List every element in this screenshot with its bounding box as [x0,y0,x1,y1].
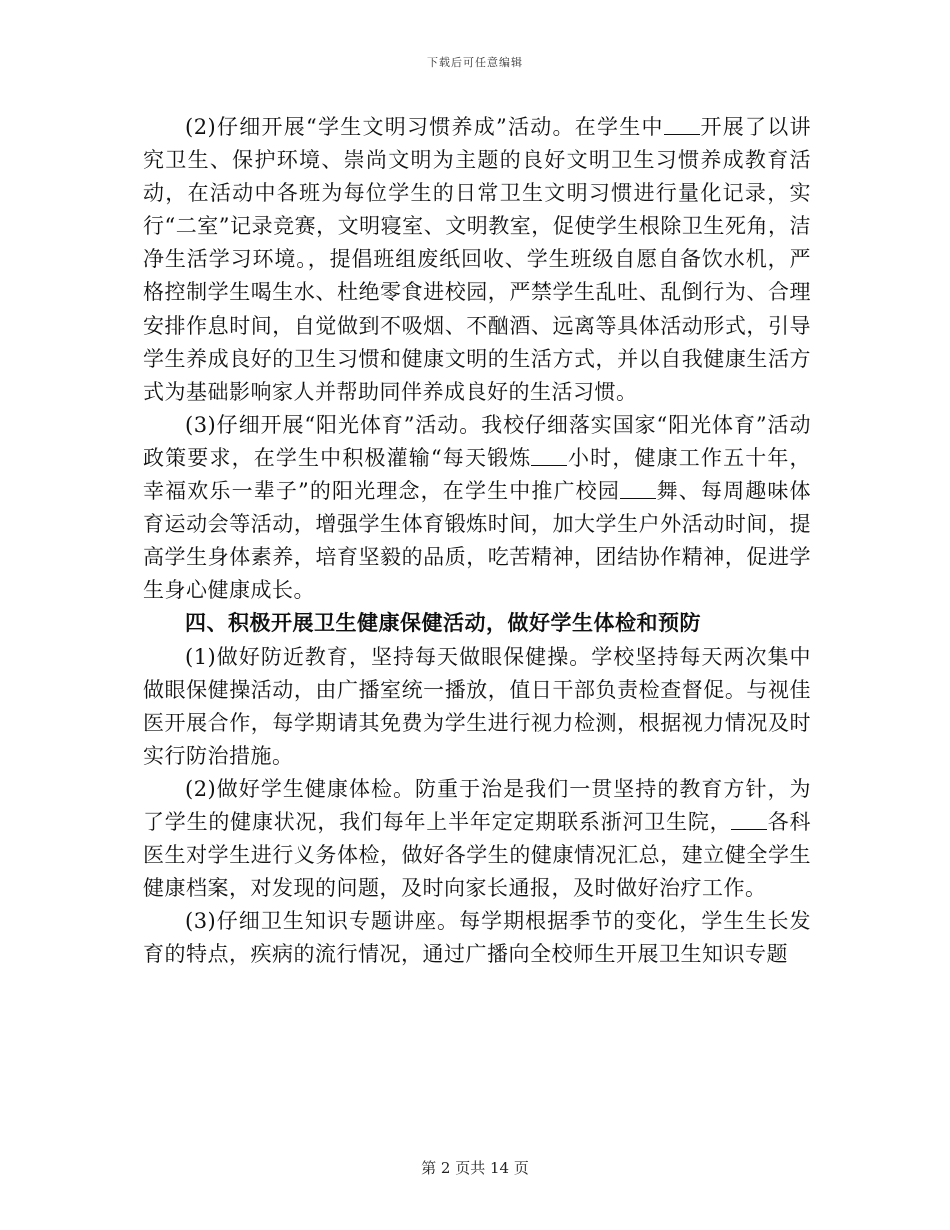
paragraph-text: 小时，健康工作五十年，幸福欢乐一辈子”的阳光理念，在学生中推广校园 [143,445,812,504]
paragraph-civilized-habits [143,111,811,409]
fill-blank [731,811,767,830]
paragraph-text: 各科医生对学生进行义务体检，做好各学生的健康情况汇总，建立健全学生健康档案，对发现的问题，及时向家长通报，及时做好治疗工作。 [143,809,812,901]
paragraph-sunshine-sports [143,409,811,608]
paragraph-myopia-prevention: (1)做好防近教育，坚持每天做眼保健操。学校坚持每天两次集中做眼保健操活动，由广播室统一播放，值日干部负责检查督促。与视佳医开展合作，每学期请其免费为学生进行视力检测，根据视力情况及时实行防治措施。 [143,644,811,768]
paragraph-health-checkup [143,773,811,905]
paragraph-text: 舞、每周趣味体育运动会等活动，增强学生体育锻炼时间，加大学生户外活动时间，提高学生身体素养，培育坚毅的品质，吃苦精神，团结协作精神，促进学生身心健康成长。 [143,479,812,603]
paragraph-text: (2)做好学生健康体检。防重于治是我们一贯坚持的教育方针，为了学生的健康状况，我们每年上半年定定期联系浙河卫生院， [143,776,811,834]
page-header: 下载后可任意编辑 [427,56,523,69]
paragraph-text: 开展了以讲究卫生、保护环境、崇尚文明为主题的良好文明卫生习惯养成教育活动，在活动中各班为每位学生的日常卫生文明习惯进行量化记录，实行“二室”记录竞赛，文明寝室、文明教室，促使学生根除卫生死角，洁净生活学习环境。，提倡班组废纸回收、学生班级自愿自备饮水机，严格控制学生喝生水、杜绝零食进校园，严禁学生乱吐、乱倒行为、合理安排作息时间，自觉做到不吸烟、不酗酒、远离等具体活动形式，引导学生养成良好的卫生习惯和健康文明的生活方式，并以自我健康生活方式为基础影响家人并帮助同伴养成良好的生活习惯。 [143,115,812,404]
section-heading: 四、积极开展卫生健康保健活动，做好学生体检和预防 [185,611,701,636]
fill-blank [531,447,567,466]
paragraph-health-lectures: (3)仔细卫生知识专题讲座。每学期根据季节的变化，学生生长发育的特点，疾病的流行情况，通过广播向全校师生开展卫生知识专题 [143,909,811,967]
fill-blank [620,480,656,499]
page-number: 第 2 页共 14 页 [421,1159,529,1177]
fill-blank [664,116,700,135]
paragraph-text: (3)仔细开展“阳光体育”活动。我校仔细落实国家“阳光体育”活动政策要求，在学生中积极灌输“每天锻炼 [143,412,811,470]
document-body [143,111,811,971]
paragraph-text: (2)仔细开展“学生文明习惯养成”活动。在学生中 [185,115,664,139]
